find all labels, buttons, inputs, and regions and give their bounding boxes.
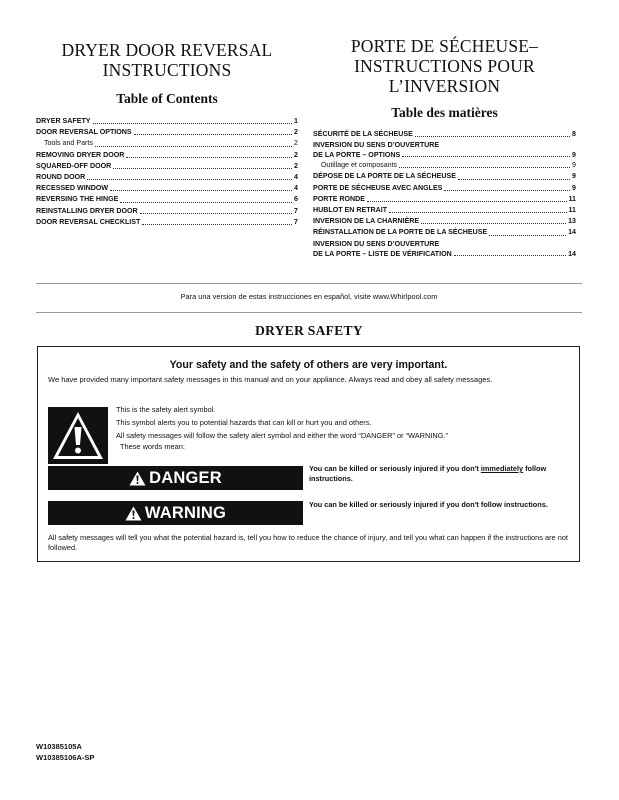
symbol-line: This is the safety alert symbol. <box>116 405 216 414</box>
safety-box <box>37 346 580 562</box>
toc-entry[interactable]: DRYER SAFETY 1 <box>36 117 298 125</box>
symbol-line: All safety messages will follow the safety alert symbol and either the word “DANGER” or “WARNING.” <box>116 431 448 441</box>
toc-entry[interactable]: PORTE RONDE 11 <box>313 194 576 203</box>
divider-bottom <box>36 312 582 313</box>
safety-footer: All safety messages will tell you what the potential hazard is, tell you how to reduce the chance of injury, and tell you what can happen if the instructions are not followed. <box>48 533 568 553</box>
danger-signal <box>48 466 303 490</box>
symbol-line: This symbol alerts you to potential hazards that can kill or hurt you and others. <box>116 418 372 428</box>
warning-signal <box>48 501 303 525</box>
french-column <box>313 36 576 259</box>
english-toc-heading: Table of Contents <box>116 91 218 106</box>
warning-description: You can be killed or seriously injured if you don't follow instructions. <box>309 500 548 509</box>
french-title-line-3: L’INVERSION <box>388 76 501 96</box>
emphasis-word: immediately <box>480 464 524 473</box>
toc-entry[interactable]: DOOR REVERSAL OPTIONS 2 <box>36 128 298 137</box>
toc-entry[interactable]: PORTE DE SÉCHEUSE AVEC ANGLES 9 <box>313 183 576 192</box>
divider-top <box>36 283 582 284</box>
english-title-line-1: DRYER DOOR REVERSAL <box>61 40 273 60</box>
safety-intro: We have provided many important safety messages in this manual and on your appliance. Always read and obey all safety messages. <box>48 375 493 384</box>
danger-label: DANGER <box>149 468 222 487</box>
section-title: DRYER SAFETY <box>255 323 363 338</box>
toc-entry[interactable]: ROUND DOOR 4 <box>36 173 298 182</box>
french-title-line-2: INSTRUCTIONS POUR <box>354 56 535 76</box>
toc-entry[interactable]: DÉPOSE DE LA PORTE DE LA SÉCHEUSE 9 <box>313 172 576 181</box>
danger-description: You can be killed or seriously injured if you don't immediately follow instructions. <box>309 464 547 484</box>
toc-entry[interactable]: HUBLOT EN RETRAIT 11 <box>313 206 576 215</box>
safety-headline: Your safety and the safety of others are very important. <box>169 359 448 371</box>
warning-label: WARNING <box>144 503 227 522</box>
document-codes <box>36 742 94 763</box>
toc-entry[interactable]: Tools and Parts 2 <box>44 139 298 148</box>
english-title <box>36 40 298 80</box>
toc-entry[interactable]: RECESSED WINDOW 4 <box>36 184 298 193</box>
english-title-line-2: INSTRUCTIONS <box>102 60 232 80</box>
toc-entry[interactable]: RÉINSTALLATION DE LA PORTE DE LA SÉCHEUSE 14 <box>313 228 576 237</box>
toc-entry[interactable]: REVERSING THE HINGE 6 <box>36 195 298 204</box>
toc-entry[interactable]: INVERSION DU SENS D’OUVERTURE DE LA PORTE – OPTIONS 9 <box>313 141 576 160</box>
warning-triangle-icon <box>129 471 146 486</box>
toc-entry[interactable]: DOOR REVERSAL CHECKLIST 7 <box>36 217 298 226</box>
french-title-line-1: PORTE DE SÉCHEUSE– <box>350 36 539 56</box>
toc-entry[interactable]: Outillage et composants 9 <box>321 161 576 170</box>
toc-entry[interactable]: SÉCURITÉ DE LA SÉCHEUSE 8 <box>313 130 576 138</box>
symbol-line: These words mean: <box>120 441 185 451</box>
toc-entry[interactable]: SQUARED-OFF DOOR 2 <box>36 161 298 170</box>
symbol-explanation <box>116 405 561 455</box>
document-code: W10385105A <box>36 742 82 751</box>
warning-triangle-icon <box>125 506 142 521</box>
toc-entry[interactable]: REMOVING DRYER DOOR 2 <box>36 150 298 159</box>
safety-alert-icon <box>48 407 108 464</box>
toc-entry[interactable]: INVERSION DU SENS D’OUVERTURE DE LA PORTE – LISTE DE VÉRIFICATION 14 <box>313 239 576 258</box>
english-toc <box>36 116 298 228</box>
french-toc-heading: Table des matières <box>391 105 498 120</box>
toc-entry[interactable]: REINSTALLING DRYER DOOR 7 <box>36 206 298 215</box>
french-toc <box>313 129 576 259</box>
english-column <box>36 40 298 228</box>
document-code: W10385106A-SP <box>36 752 95 762</box>
french-title <box>313 36 576 96</box>
spanish-version-note: Para una version de estas instrucciones en español, visite www.Whirlpool.com <box>180 292 438 301</box>
toc-entry[interactable]: INVERSION DE LA CHARNIÈRE 13 <box>313 217 576 226</box>
